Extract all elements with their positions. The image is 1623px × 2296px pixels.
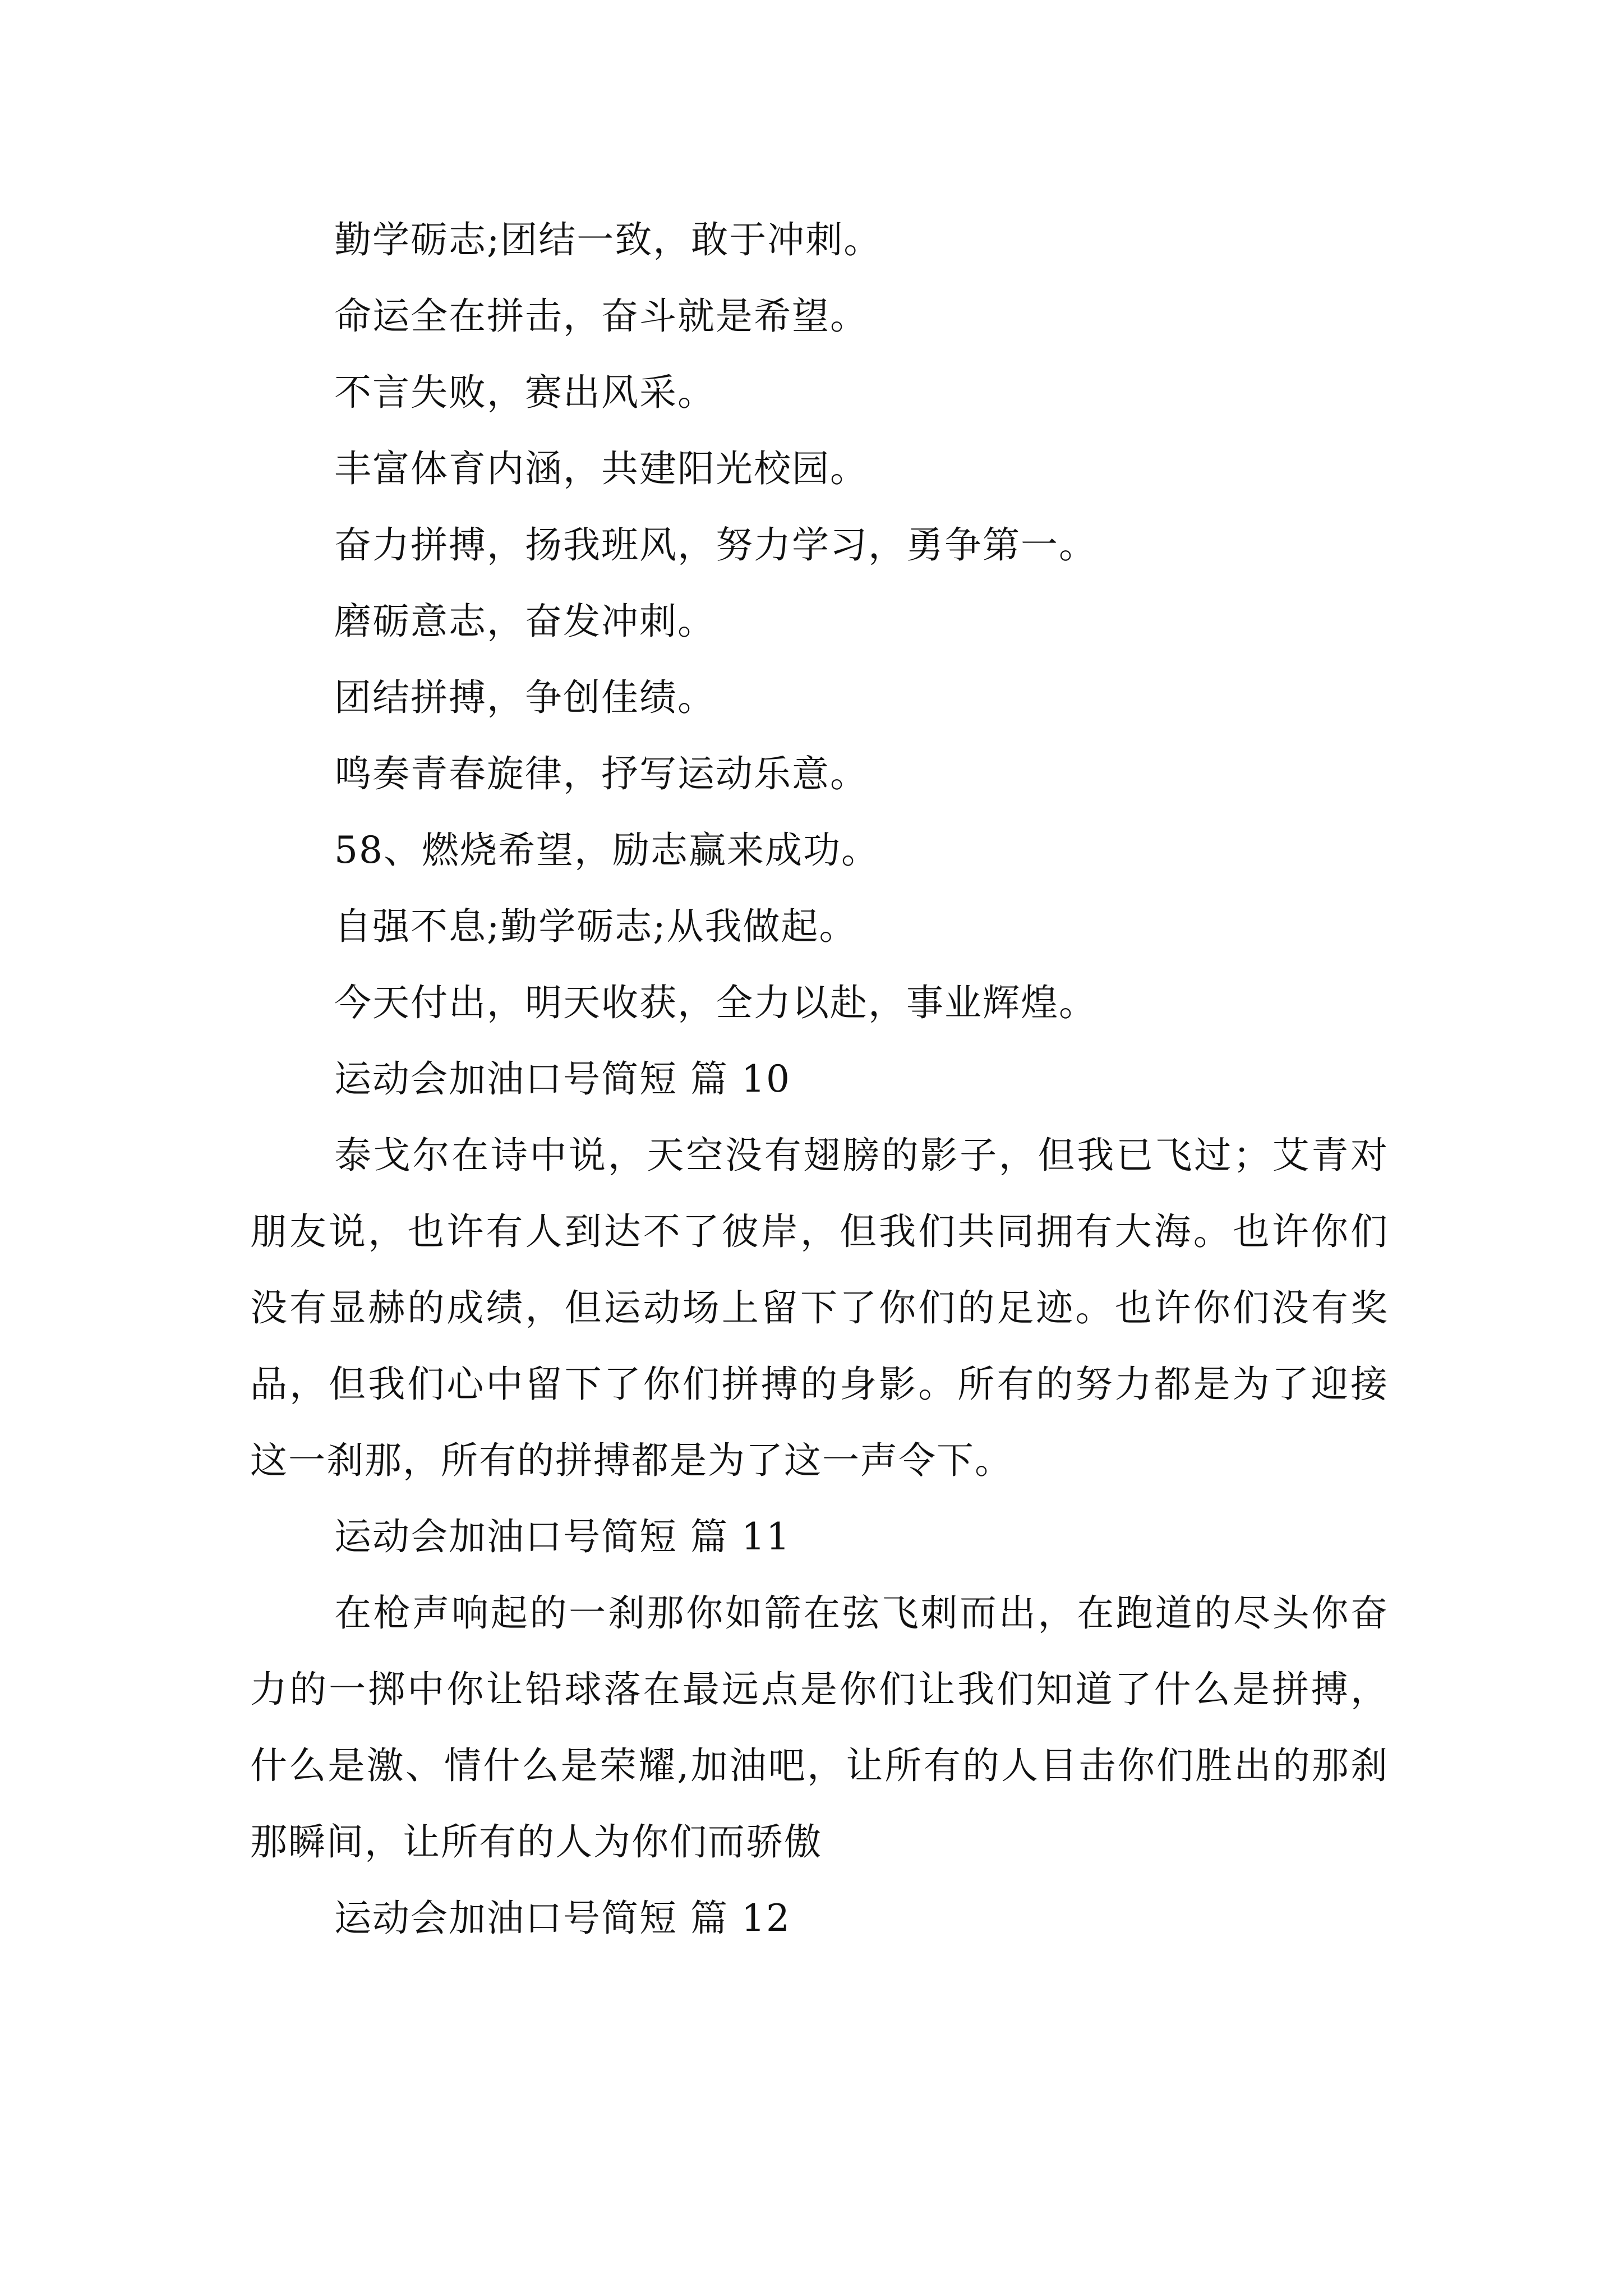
slogan-line: 磨砺意志，奋发冲刺。 [334,600,716,643]
section-heading-10: 运动会加油口号简短 篇 10 [334,1057,791,1101]
section-paragraph-10: 泰戈尔在诗中说，天空没有翅膀的影子，但我已飞过；艾青对朋友说，也许有人到达不了彼岸，但我们共同拥有大海。也许你们没有显赫的成绩，但运动场上留下了你们的足迹。也许你们没有奖品，但我们心中留下了你们拼搏的身影。所有的努力都是为了迎接这一刹那，所有的拼搏都是为了这一声令下。 [250,1134,1389,1482]
slogan-line: 不言失败，赛出风采。 [334,371,716,414]
slogan-line: 团结拼搏，争创佳绩。 [334,676,716,719]
slogan-line: 58、燃烧希望，励志赢来成功。 [334,829,879,872]
slogan-line: 今天付出，明天收获，全力以赴，事业辉煌。 [334,981,1097,1024]
document-body [250,202,1389,1957]
section-paragraph-11: 在枪声响起的一刹那你如箭在弦飞刺而出，在跑道的尽头你奋力的一掷中你让铅球落在最远点是你们让我们知道了什么是拼搏，什么是激、情什么是荣耀,加油吧，让所有的人目击你们胜出的那刹那瞬间，让所有的人为你们而骄傲 [250,1591,1389,1864]
slogan-line: 自强不息;勤学砺志;从我做起。 [334,905,857,948]
slogan-line: 奋力拼搏，扬我班风，努力学习，勇争第一。 [334,523,1097,567]
slogan-line: 命运全在拼击，奋斗就是希望。 [334,295,868,338]
section-heading-12: 运动会加油口号简短 篇 12 [334,1897,791,1940]
slogan-line: 勤学砺志;团结一致，敢于冲刺。 [334,218,882,261]
section-heading-11: 运动会加油口号简短 篇 11 [334,1515,791,1558]
slogan-line: 丰富体育内涵，共建阳光校园。 [334,447,868,490]
slogan-line: 鸣奏青春旋律，抒写运动乐意。 [334,752,868,795]
